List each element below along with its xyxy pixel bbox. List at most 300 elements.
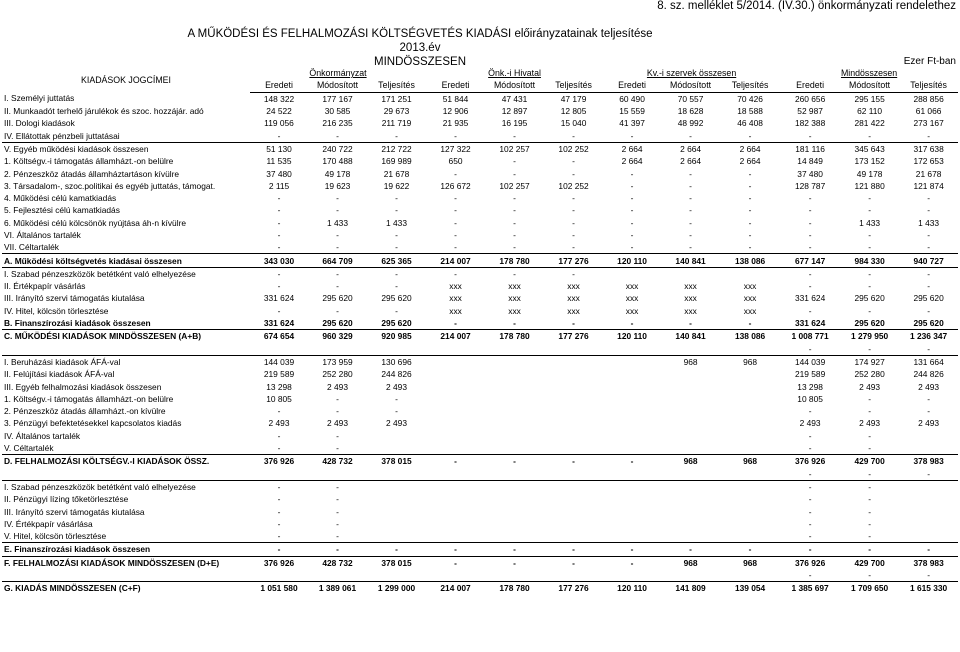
cell-value: 121 880 bbox=[854, 180, 885, 191]
cell-value: - bbox=[899, 543, 958, 556]
table-row bbox=[2, 455, 958, 468]
cell-value: 61 066 bbox=[915, 106, 942, 117]
expenditure-table bbox=[2, 67, 958, 594]
cell-value: - bbox=[780, 267, 840, 280]
cell-value: 2 664 bbox=[661, 142, 720, 155]
cell-value: 376 926 bbox=[780, 556, 840, 569]
cell-value: - bbox=[868, 242, 871, 253]
column-header: Eredeti bbox=[250, 79, 308, 92]
table-row bbox=[2, 405, 958, 417]
cell-value: 252 280 bbox=[322, 369, 353, 380]
cell-value: xxx bbox=[449, 281, 462, 292]
cell-value bbox=[544, 368, 603, 380]
cell-value: - bbox=[336, 443, 339, 454]
cell-value: 10 805 bbox=[797, 393, 823, 404]
cell-value bbox=[544, 493, 603, 505]
row-label: IV. Hitel, kölcsön törlesztése bbox=[4, 305, 109, 316]
cell-value: - bbox=[927, 205, 930, 216]
cell-value bbox=[426, 530, 485, 543]
cell-value bbox=[603, 405, 661, 417]
row-label: IV. Általános tartalék bbox=[4, 430, 81, 441]
cell-value bbox=[544, 468, 603, 481]
cell-value: 121 874 bbox=[913, 180, 944, 191]
cell-value: - bbox=[336, 242, 339, 253]
cell-value: 1 008 771 bbox=[780, 330, 840, 343]
cell-value bbox=[485, 493, 544, 505]
cell-value: - bbox=[689, 193, 692, 204]
cell-value: - bbox=[454, 130, 457, 141]
cell-value: - bbox=[277, 242, 281, 253]
cell-value: 1 299 000 bbox=[367, 582, 426, 595]
cell-value: 968 bbox=[720, 355, 780, 368]
table-row bbox=[2, 267, 958, 280]
cell-value: - bbox=[689, 205, 692, 216]
cell-value: 138 086 bbox=[720, 254, 780, 267]
cell-value: 2 664 bbox=[603, 142, 661, 155]
cell-value: - bbox=[485, 267, 544, 280]
column-header: Eredeti bbox=[780, 79, 840, 92]
cell-value: 2 115 bbox=[268, 180, 290, 191]
cell-value bbox=[544, 430, 603, 442]
cell-value: - bbox=[868, 281, 871, 292]
cell-value: 295 620 bbox=[913, 318, 944, 329]
cell-value bbox=[603, 518, 661, 530]
row-label: III. Irányító szervi támogatás kiutalása bbox=[4, 506, 145, 517]
table-row bbox=[2, 129, 958, 142]
cell-value bbox=[367, 569, 426, 582]
cell-value bbox=[485, 380, 544, 392]
cell-value bbox=[661, 442, 720, 455]
table-row bbox=[2, 92, 958, 105]
cell-value: - bbox=[513, 217, 516, 228]
cell-value: - bbox=[544, 267, 603, 280]
cell-value: - bbox=[927, 570, 930, 581]
cell-value bbox=[661, 430, 720, 442]
cell-value: 119 056 bbox=[264, 118, 294, 129]
table-row bbox=[2, 117, 958, 129]
cell-value bbox=[485, 480, 544, 493]
cell-value: 126 672 bbox=[440, 180, 471, 191]
cell-value: 331 624 bbox=[263, 293, 295, 304]
cell-value: xxx bbox=[567, 293, 580, 304]
cell-value: xxx bbox=[567, 281, 580, 292]
row-label: 6. Működési célú kölcsönök nyújtása áh-n kívülre bbox=[4, 217, 187, 228]
cell-value: - bbox=[927, 305, 930, 316]
cell-value: 21 678 bbox=[383, 168, 410, 179]
cell-value: 664 709 bbox=[308, 254, 367, 267]
cell-value: - bbox=[454, 193, 457, 204]
cell-value: 11 535 bbox=[266, 156, 292, 167]
cell-value bbox=[661, 393, 720, 405]
row-label: 1. Költségv.-i támogatás államházt.-on belülre bbox=[4, 393, 174, 404]
cell-value: - bbox=[513, 318, 516, 329]
cell-value: 244 826 bbox=[381, 369, 412, 380]
cell-value: 47 179 bbox=[560, 93, 587, 104]
cell-value: xxx bbox=[625, 281, 639, 292]
cell-value: 331 624 bbox=[263, 318, 295, 329]
cell-value: 1 385 697 bbox=[780, 582, 840, 595]
table-row bbox=[2, 505, 958, 517]
cell-value: 13 298 bbox=[797, 381, 823, 392]
cell-value: - bbox=[661, 543, 720, 556]
cell-value: 650 bbox=[448, 156, 463, 167]
cell-value bbox=[308, 343, 367, 356]
cell-value bbox=[603, 505, 661, 517]
row-label bbox=[2, 343, 250, 356]
cell-value: 182 388 bbox=[794, 118, 826, 129]
cell-value: 2 493 bbox=[918, 418, 940, 429]
cell-value: 968 bbox=[661, 455, 720, 468]
cell-value: - bbox=[808, 570, 812, 581]
cell-value: 12 897 bbox=[501, 106, 528, 117]
cell-value bbox=[426, 505, 485, 517]
cell-value: - bbox=[868, 406, 871, 417]
cell-value: 102 257 bbox=[485, 142, 544, 155]
cell-value: 214 007 bbox=[426, 582, 485, 595]
cell-value bbox=[661, 569, 720, 582]
cell-value bbox=[367, 480, 426, 493]
cell-value: - bbox=[868, 518, 871, 529]
cell-value: 244 826 bbox=[913, 369, 944, 380]
cell-value: 677 147 bbox=[780, 254, 840, 267]
row-label: IV. Értékpapír vásárlása bbox=[4, 518, 93, 529]
row-label: 2. Pénzeszköz átadás államháztartáson kívülre bbox=[4, 168, 180, 179]
cell-value: 2 493 bbox=[386, 418, 407, 429]
cell-value bbox=[426, 405, 485, 417]
cell-value: xxx bbox=[508, 281, 521, 292]
cell-value: - bbox=[808, 506, 812, 517]
row-label: II. Értékpapír vásárlás bbox=[4, 281, 86, 292]
cell-value: 16 195 bbox=[501, 118, 528, 129]
cell-value: 172 653 bbox=[913, 156, 944, 167]
row-label: G. KIADÁS MINDÖSSZESEN (C+F) bbox=[2, 582, 250, 595]
cell-value: - bbox=[868, 430, 871, 441]
cell-value bbox=[426, 380, 485, 392]
cell-value: - bbox=[544, 455, 603, 468]
table-row bbox=[2, 543, 958, 556]
cell-value: - bbox=[868, 305, 871, 316]
cell-value: xxx bbox=[684, 293, 697, 304]
cell-value: xxx bbox=[684, 281, 697, 292]
cell-value: xxx bbox=[743, 293, 757, 304]
cell-value bbox=[367, 442, 426, 455]
cell-value bbox=[485, 442, 544, 455]
cell-value: 170 488 bbox=[322, 156, 353, 167]
cell-value: 212 722 bbox=[367, 142, 426, 155]
row-label: II. Pénzügyi lízing tőketörlesztése bbox=[4, 494, 129, 505]
cell-value bbox=[426, 569, 485, 582]
cell-value: 140 841 bbox=[661, 330, 720, 343]
cell-value: - bbox=[630, 318, 634, 329]
table-row bbox=[2, 305, 958, 317]
cell-value: - bbox=[426, 543, 485, 556]
cell-value: - bbox=[336, 430, 339, 441]
cell-value: 1 433 bbox=[918, 217, 940, 228]
cell-value bbox=[485, 518, 544, 530]
cell-value: 2 493 bbox=[386, 381, 407, 392]
cell-value: 102 252 bbox=[558, 180, 589, 191]
cell-value: - bbox=[689, 242, 692, 253]
row-label: 3. Pénzügyi befektetésekkel kapcsolatos kiadás bbox=[4, 418, 182, 429]
table-row bbox=[2, 569, 958, 582]
cell-value bbox=[426, 417, 485, 429]
cell-value bbox=[603, 493, 661, 505]
cell-value bbox=[720, 442, 780, 455]
cell-value: 295 620 bbox=[854, 293, 885, 304]
cell-value: - bbox=[250, 543, 308, 556]
table-row bbox=[2, 217, 958, 229]
cell-value: - bbox=[426, 556, 485, 569]
cell-value: - bbox=[868, 205, 871, 216]
cell-value: 144 039 bbox=[780, 355, 840, 368]
cell-value: - bbox=[808, 230, 812, 240]
cell-value: 1 433 bbox=[327, 217, 348, 228]
cell-value: 2 493 bbox=[327, 381, 348, 392]
cell-value: 30 585 bbox=[324, 106, 351, 117]
cell-value bbox=[485, 417, 544, 429]
cell-value: 29 673 bbox=[383, 106, 410, 117]
cell-value: - bbox=[689, 180, 692, 191]
cell-value: 376 926 bbox=[250, 556, 308, 569]
cell-value: - bbox=[277, 130, 281, 141]
cell-value: 240 722 bbox=[308, 142, 367, 155]
row-label: 2. Pénzeszköz átadás államházt.-on kívülre bbox=[4, 406, 166, 417]
column-header: Módosított bbox=[840, 79, 899, 92]
cell-value: 177 276 bbox=[544, 254, 603, 267]
cell-value: - bbox=[808, 242, 812, 253]
table-row bbox=[2, 142, 958, 155]
cell-value: 70 557 bbox=[677, 93, 704, 104]
table-row bbox=[2, 442, 958, 455]
column-header: Teljesítés bbox=[720, 79, 780, 92]
cell-value: 14 849 bbox=[797, 156, 823, 167]
table-row bbox=[2, 493, 958, 505]
cell-value: 131 664 bbox=[899, 355, 958, 368]
cell-value: 128 787 bbox=[794, 180, 826, 191]
cell-value: 127 322 bbox=[426, 142, 485, 155]
cell-value: 295 620 bbox=[913, 293, 944, 304]
cell-value bbox=[367, 468, 426, 481]
cell-value bbox=[426, 355, 485, 368]
cell-value: - bbox=[336, 193, 339, 204]
cell-value: 378 015 bbox=[367, 556, 426, 569]
cell-value: 148 322 bbox=[263, 93, 295, 104]
cell-value: - bbox=[572, 205, 575, 216]
cell-value: - bbox=[927, 193, 930, 204]
cell-value: 178 780 bbox=[485, 254, 544, 267]
cell-value bbox=[485, 355, 544, 368]
cell-value: 1 433 bbox=[859, 217, 881, 228]
cell-value: - bbox=[927, 130, 930, 141]
row-label: VI. Általános tartalék bbox=[4, 230, 81, 240]
cell-value: xxx bbox=[567, 305, 580, 316]
cell-value: 19 623 bbox=[324, 180, 351, 191]
cell-value: - bbox=[572, 168, 575, 179]
cell-value bbox=[367, 530, 426, 543]
cell-value: 252 280 bbox=[854, 369, 885, 380]
cell-value: 281 422 bbox=[854, 118, 885, 129]
cell-value: - bbox=[395, 193, 398, 204]
cell-value: 47 431 bbox=[501, 93, 528, 104]
cell-value bbox=[603, 569, 661, 582]
cell-value: - bbox=[927, 406, 930, 417]
cell-value: 219 589 bbox=[263, 369, 295, 380]
cell-value: 2 493 bbox=[327, 418, 348, 429]
cell-value bbox=[720, 393, 780, 405]
cell-value: - bbox=[485, 543, 544, 556]
cell-value: 15 040 bbox=[560, 118, 587, 129]
cell-value: xxx bbox=[743, 305, 757, 316]
column-header: Módosított bbox=[485, 79, 544, 92]
cell-value: - bbox=[454, 168, 457, 179]
cell-value: 968 bbox=[720, 556, 780, 569]
column-header: Eredeti bbox=[426, 79, 485, 92]
cell-value bbox=[603, 430, 661, 442]
cell-value: 169 989 bbox=[381, 156, 412, 167]
cell-value: 141 809 bbox=[661, 582, 720, 595]
cell-value bbox=[720, 267, 780, 280]
cell-value bbox=[899, 505, 958, 517]
cell-value: 295 620 bbox=[322, 293, 353, 304]
row-label: A. Működési költségvetés kiadásai összesen bbox=[2, 254, 250, 267]
cell-value: - bbox=[367, 267, 426, 280]
cell-value: 968 bbox=[720, 455, 780, 468]
cell-value: 428 732 bbox=[308, 455, 367, 468]
cell-value bbox=[720, 480, 780, 493]
cell-value: 378 983 bbox=[899, 556, 958, 569]
row-label: V. Céltartalék bbox=[4, 443, 54, 454]
cell-value: 378 983 bbox=[899, 455, 958, 468]
cell-value: 1 236 347 bbox=[899, 330, 958, 343]
cell-value bbox=[544, 530, 603, 543]
cell-value: 171 251 bbox=[381, 93, 412, 104]
cell-value: - bbox=[277, 443, 281, 454]
cell-value: 181 116 bbox=[780, 142, 840, 155]
cell-value: - bbox=[748, 193, 752, 204]
table-row bbox=[2, 468, 958, 481]
cell-value bbox=[720, 505, 780, 517]
cell-value: 295 620 bbox=[322, 318, 353, 329]
cell-value: 173 959 bbox=[308, 355, 367, 368]
cell-value: 317 638 bbox=[899, 142, 958, 155]
row-label bbox=[2, 468, 250, 481]
cell-value: - bbox=[840, 480, 899, 493]
cell-value bbox=[367, 518, 426, 530]
cell-value bbox=[603, 417, 661, 429]
cell-value: - bbox=[277, 494, 281, 505]
group-header-kv-szervek: Kv.-i szervek összesen bbox=[646, 68, 737, 79]
group-header-hivatal: Önk.-i Hivatal bbox=[488, 68, 541, 79]
cell-value: - bbox=[572, 130, 575, 141]
table-row bbox=[2, 380, 958, 392]
table-row bbox=[2, 180, 958, 192]
row-label: I. Szabad pénzeszközök betétként való elhelyezése bbox=[2, 267, 250, 280]
table-row bbox=[2, 317, 958, 330]
cell-value: - bbox=[748, 130, 752, 141]
cell-value: - bbox=[689, 130, 692, 141]
cell-value: - bbox=[395, 305, 398, 316]
cell-value: - bbox=[748, 217, 752, 228]
cell-value: - bbox=[868, 343, 871, 354]
cell-value bbox=[250, 569, 308, 582]
cell-value: - bbox=[630, 242, 634, 253]
table-row bbox=[2, 343, 958, 356]
cell-value: 2 493 bbox=[918, 381, 940, 392]
label-column-header: KIADÁSOK JOGCÍMEI bbox=[81, 74, 171, 85]
cell-value bbox=[899, 430, 958, 442]
cell-value bbox=[661, 405, 720, 417]
row-label: II. Munkaadót terhelő járulékok és szoc. hozzájár. adó bbox=[4, 106, 204, 117]
cell-value: - bbox=[277, 506, 281, 517]
table-row bbox=[2, 192, 958, 204]
cell-value: - bbox=[840, 267, 899, 280]
cell-value bbox=[661, 380, 720, 392]
cell-value: - bbox=[748, 242, 752, 253]
cell-value: - bbox=[927, 242, 930, 253]
cell-value: - bbox=[780, 480, 840, 493]
cell-value bbox=[426, 468, 485, 481]
cell-value: 1 051 580 bbox=[250, 582, 308, 595]
row-label: III. Egyéb felhalmozási kiadások összesen bbox=[4, 381, 162, 392]
table-row bbox=[2, 254, 958, 267]
cell-value bbox=[250, 343, 308, 356]
cell-value: - bbox=[277, 205, 281, 216]
cell-value: - bbox=[630, 130, 634, 141]
cell-value bbox=[899, 530, 958, 543]
cell-value: 41 397 bbox=[619, 118, 645, 129]
cell-value: - bbox=[808, 518, 812, 529]
row-label: II. Felújítási kiadások ÁFÁ-val bbox=[4, 369, 115, 380]
cell-value bbox=[485, 405, 544, 417]
cell-value: xxx bbox=[743, 281, 757, 292]
cell-value: 216 235 bbox=[322, 118, 353, 129]
cell-value: 144 039 bbox=[250, 355, 308, 368]
cell-value: 625 365 bbox=[367, 254, 426, 267]
cell-value: - bbox=[808, 468, 812, 479]
row-label: III. Dologi kiadások bbox=[4, 118, 75, 129]
cell-value: 46 408 bbox=[737, 118, 763, 129]
cell-value bbox=[720, 493, 780, 505]
cell-value: - bbox=[395, 406, 398, 417]
table-row bbox=[2, 582, 958, 595]
cell-value bbox=[603, 468, 661, 481]
cell-value: 178 780 bbox=[485, 330, 544, 343]
cell-value: 260 656 bbox=[794, 93, 826, 104]
column-header: Módosított bbox=[308, 79, 367, 92]
row-label: B. Finanszírozási kiadások összesen bbox=[4, 318, 151, 329]
cell-value bbox=[720, 417, 780, 429]
cell-value: 345 643 bbox=[840, 142, 899, 155]
table-group-header-row bbox=[2, 67, 958, 79]
cell-value bbox=[661, 417, 720, 429]
cell-value: - bbox=[308, 267, 367, 280]
cell-value bbox=[485, 343, 544, 356]
cell-value: 24 522 bbox=[266, 106, 292, 117]
cell-value bbox=[661, 267, 720, 280]
table-row bbox=[2, 518, 958, 530]
table-row bbox=[2, 355, 958, 368]
cell-value: - bbox=[336, 281, 339, 292]
cell-value: xxx bbox=[625, 293, 639, 304]
cell-value bbox=[426, 368, 485, 380]
table-row bbox=[2, 204, 958, 216]
row-label bbox=[2, 569, 250, 582]
row-label: E. Finanszírozási kiadások összesen bbox=[2, 543, 250, 556]
cell-value bbox=[603, 355, 661, 368]
cell-value: 2 664 bbox=[720, 142, 780, 155]
cell-value: - bbox=[513, 168, 516, 179]
cell-value: - bbox=[808, 443, 812, 454]
